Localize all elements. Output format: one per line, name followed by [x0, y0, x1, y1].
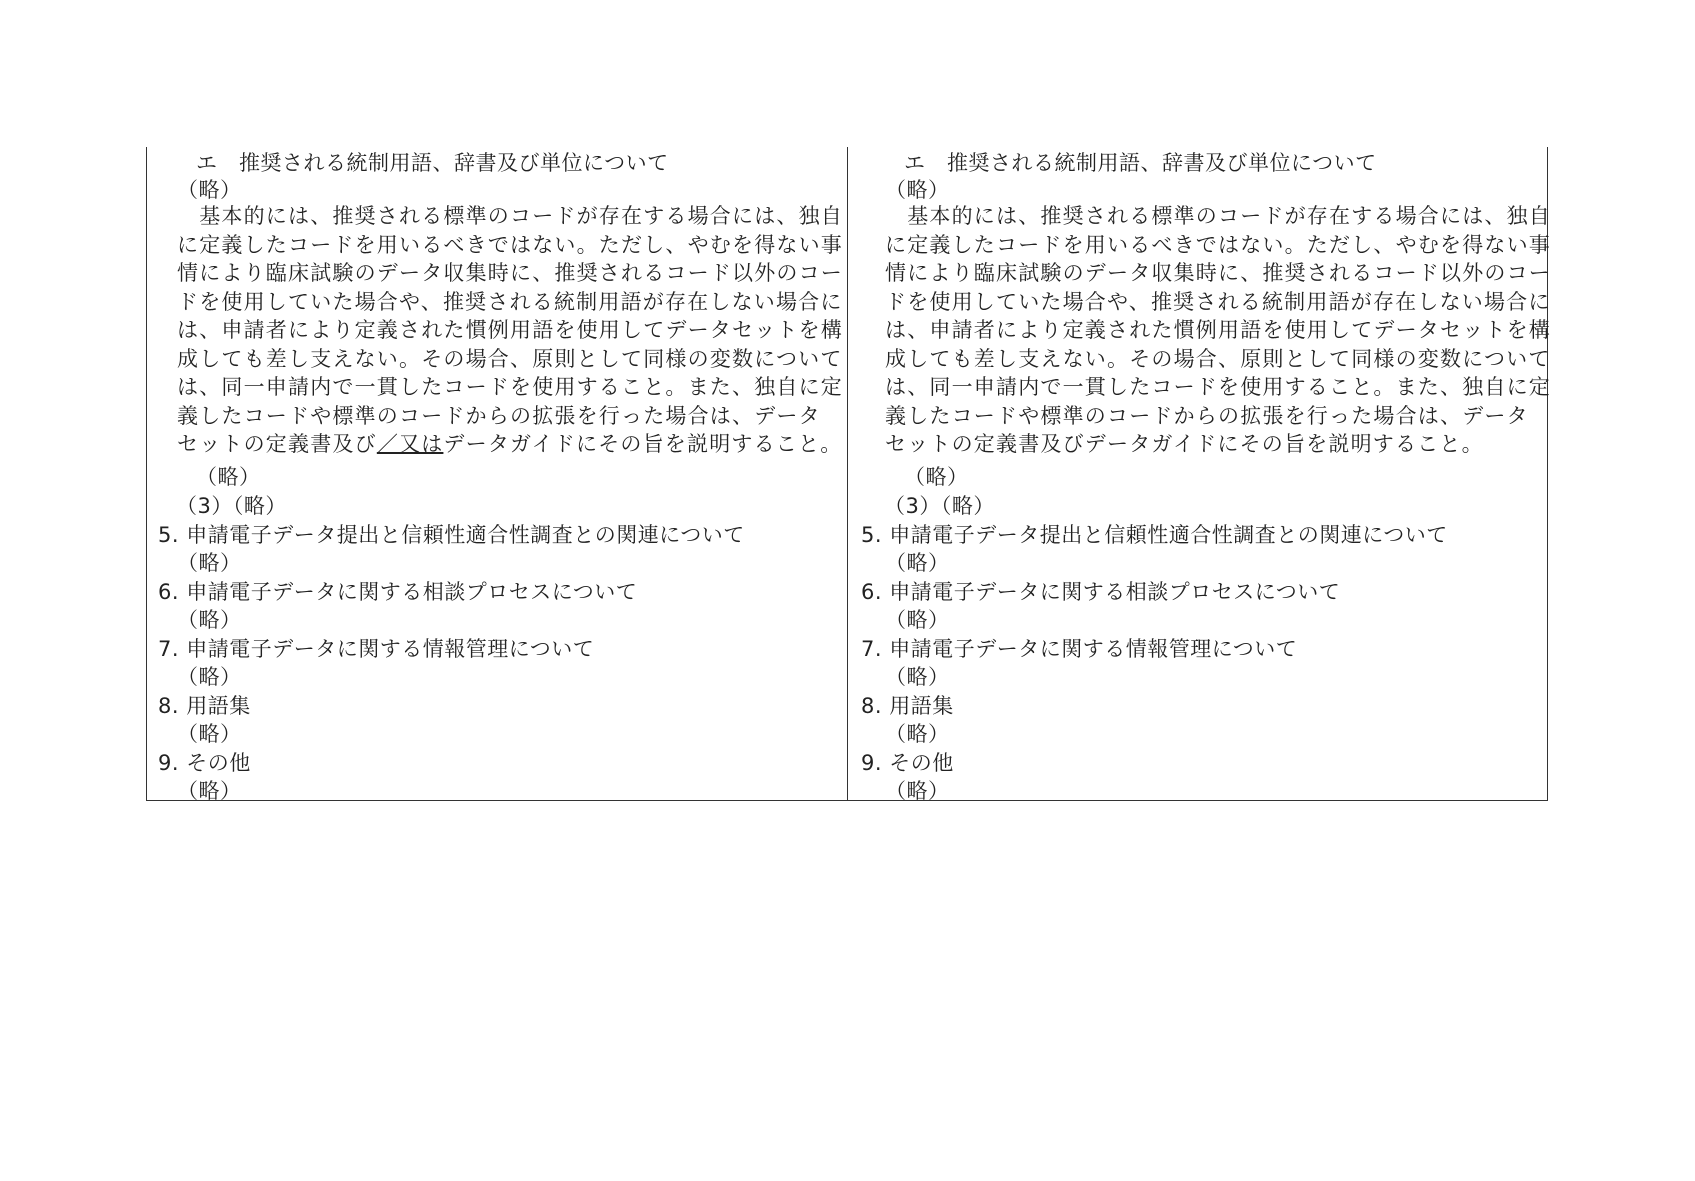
omit-note: （略）: [177, 551, 242, 575]
omit-note: （略）: [885, 178, 950, 202]
body-paragraph: 基本的には、推奨される標準のコードが存在する場合には、独自 に定義したコードを用いるべきではない。ただし、やむを得ない事 情により臨床試験のデータ収集時に、推奨されるコード以外のコー ドを使用していた場合や、推奨される統制用語が存在しない場合に は、申請者により定義された慣例用語を使用してデータセットを構 成しても差し支えない。その場合、原則として同様の変数について は、同一申請内で一貫したコードを使用すること。また、独自に定 義したコードや標準のコードからの拡張を行った場合は、データ セットの定義書及びデータガイドにその旨を説明すること。: [885, 204, 1551, 456]
section-5-heading: 5. 申請電子データ提出と信頼性適合性調査との関連について: [158, 523, 745, 547]
omit-note: （略）: [885, 779, 950, 803]
omit-note: （略）: [885, 551, 950, 575]
omit-note: （略）: [177, 722, 242, 746]
item-3: （3）（略）: [884, 494, 995, 518]
heading-e: エ 推奨される統制用語、辞書及び単位について: [196, 151, 669, 175]
section-6-heading: 6. 申請電子データに関する相談プロセスについて: [861, 580, 1341, 604]
omit-note: （略）: [196, 465, 261, 489]
column-divider: [847, 147, 848, 801]
omit-note: （略）: [885, 665, 950, 689]
omit-note: （略）: [177, 665, 242, 689]
omit-note: （略）: [177, 608, 242, 632]
section-5-heading: 5. 申請電子データ提出と信頼性適合性調査との関連について: [861, 523, 1448, 547]
section-8-heading: 8. 用語集: [861, 694, 954, 718]
underlined-amendment: ／又は: [376, 432, 444, 456]
section-7-heading: 7. 申請電子データに関する情報管理について: [861, 637, 1298, 661]
omit-note: （略）: [177, 779, 242, 803]
heading-e: エ 推奨される統制用語、辞書及び単位について: [904, 151, 1377, 175]
omit-note: （略）: [885, 608, 950, 632]
section-6-heading: 6. 申請電子データに関する相談プロセスについて: [158, 580, 638, 604]
omit-note: （略）: [177, 178, 242, 202]
omit-note: （略）: [904, 465, 969, 489]
omit-note: （略）: [885, 722, 950, 746]
item-3: （3）（略）: [176, 494, 287, 518]
body-paragraph: 基本的には、推奨される標準のコードが存在する場合には、独自 に定義したコードを用いるべきではない。ただし、やむを得ない事 情により臨床試験のデータ収集時に、推奨されるコード以外のコー ドを使用していた場合や、推奨される統制用語が存在しない場合に は、申請者により定義された慣例用語を使用してデータセットを構 成しても差し支えない。その場合、原則として同様の変数について は、同一申請内で一貫したコードを使用すること。また、独自に定 義したコードや標準のコードからの拡張を行った場合は、データ セットの定義書及び／又はデータガイドにその旨を説明すること。: [177, 204, 843, 456]
section-9-heading: 9. その他: [158, 751, 251, 775]
section-9-heading: 9. その他: [861, 751, 954, 775]
section-7-heading: 7. 申請電子データに関する情報管理について: [158, 637, 595, 661]
section-8-heading: 8. 用語集: [158, 694, 251, 718]
